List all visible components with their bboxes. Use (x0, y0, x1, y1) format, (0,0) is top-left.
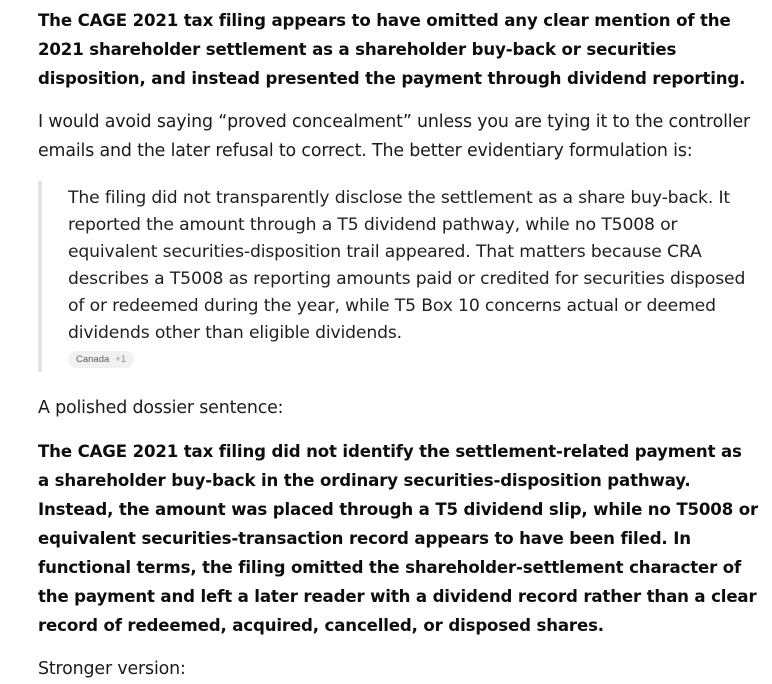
citation-source: Canada (76, 354, 110, 365)
citation-count: +1 (115, 354, 127, 365)
citation-chip[interactable] (68, 351, 134, 368)
advice-paragraph: I would avoid saying “proved concealment” unless you are tying it to the controller emails and the later refusal to correct. The better evidentiary formulation is: (38, 112, 750, 161)
dossier-sentence: The CAGE 2021 tax filing did not identify the settlement-related payment as a shareholder buy-back in the ordinary securities-disposition pathway. Instead, the amount was placed through a T5 dividend slip, while no T5008 or equivalent securities-transaction record appears to have been filed. In functional terms, the filing omitted the shareholder-settlement character of the payment and left a later reader with a dividend record rather than a clear record of redeemed, acquired, cancelled, or disposed shares. (38, 442, 759, 635)
stronger-version-label: Stronger version: (38, 659, 186, 679)
blockquote-text: The filing did not transparently disclose the settlement as a share buy-back. It reported the amount through a T5 dividend pathway, while no T5008 or equivalent securities-disposition trail appeared. That matters because CRA describes a T5008 as reporting amounts paid or credited for securities disposed of or redeemed during the year, while T5 Box 10 concerns actual or deemed dividends other than eligible dividends. (68, 188, 746, 343)
bold-summary-paragraph: The CAGE 2021 tax filing appears to have omitted any clear mention of the 2021 shareholder settlement as a shareholder buy-back or securities disposition, and instead presented the payment through dividend reporting. (38, 11, 746, 88)
evidentiary-blockquote (38, 181, 758, 372)
dossier-intro: A polished dossier sentence: (38, 398, 284, 418)
